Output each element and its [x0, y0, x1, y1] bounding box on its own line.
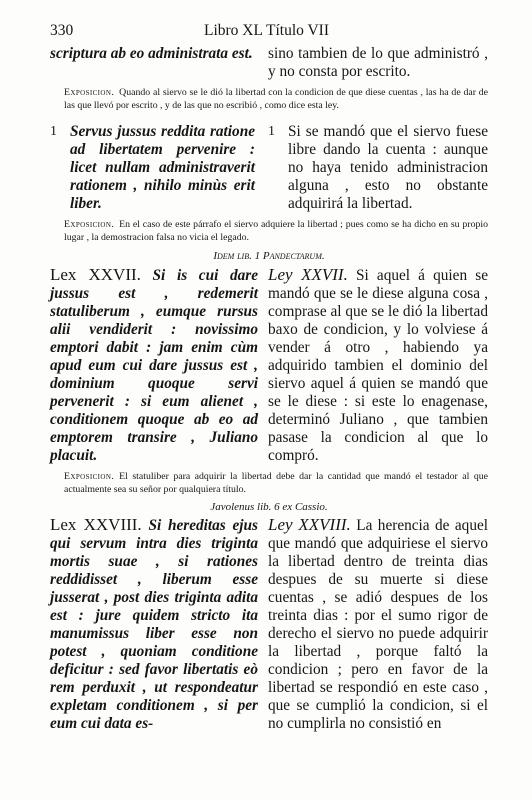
lex-27 — [50, 266, 488, 465]
spanish-lex-27 — [268, 266, 488, 465]
latin-paragraph-1 — [50, 123, 255, 213]
latin-text: Servus jussus reddita ratione ad libertatem pervenire : licet nullam administraverit rationem , nihilo minùs erit liber. — [70, 123, 255, 212]
paragraph-number: 1 — [268, 124, 275, 139]
spanish-text: Si aquel á quien se mandó que se le diese alguna cosa , comprase al que se le dió la libertad baxo de condicion, y lo volviese á vender á otro , habiendo ya adquirido tambien el dominio del siervo aquel á quien se mandó que se le diese : si este lo enagenase, determinó Juliano , que tambien pasase la condicion al que lo compró. — [268, 267, 488, 464]
top-continuation — [50, 45, 488, 81]
lex-heading: Lex XXVIII. — [50, 515, 142, 534]
exposicion-1 — [50, 87, 488, 112]
latin-lex-28 — [50, 516, 258, 733]
exposicion-text: Quando al siervo se le dió la libertad con la condicion de que diese cuentas , las ha de dar de las que llevó por escrito , y de las que no escribió , como dice esta ley. — [64, 87, 488, 111]
ley-heading: Ley XXVII. — [268, 265, 348, 284]
ley-heading: Ley XXVIII. — [268, 515, 351, 534]
lex-28 — [50, 516, 488, 733]
exposicion-label: Exposicion. — [64, 87, 115, 98]
spanish-lex-28 — [268, 516, 488, 733]
latin-text: Si is cui dare jussus est , redemerit statuliberum , eumque rursus alii vendiderit : novissimo emptori dabit : jam enim cùm apud eum cui dare jussus est , dominium quoque servi pervenerit : si eum alienet , conditionem quoque ab eo ad emptorem transire , Juliano placuit. — [50, 267, 258, 464]
spanish-text: Si se mandó que el siervo fuese libre dando la cuenta : aunque no haya tenido administracion alguna , esto no obstante adquirirá la libertad. — [288, 123, 488, 212]
spanish-text: La herencia de aquel que mandó que adquiriese el siervo la libertad dentro de treinta dias despues de su muerte si diese cuentas , se adió despues de los treinta dias : por el sumo rigor de derecho el siervo no puede adquirir la libertad , porque faltó la condicion ; pero en favor de la libertad se respondió en este caso , que se cumplió la condicion, si el no cumplirla no consistió en — [268, 517, 489, 732]
page-header — [50, 22, 488, 44]
source-citation-2: Javolenus lib. 6 ex Cassio. — [210, 501, 328, 513]
exposicion-text: El statuliber para adquirir la libertad debe dar la cantidad que mandó el testador al que actualmente sea su señor por qualquiera título. — [64, 471, 488, 495]
lex-heading: Lex XXVII. — [50, 265, 141, 284]
latin-continuation: scriptura ab eo administrata est. — [50, 45, 253, 62]
spanish-continuation: sino tambien de lo que administró , y no consta por escrito. — [268, 45, 488, 80]
latin-lex-27 — [50, 266, 258, 465]
exposicion-label: Exposicion. — [64, 219, 115, 230]
paragraph-number: 1 — [50, 124, 57, 139]
paragraph-1 — [50, 123, 488, 213]
exposicion-text: En el caso de este párrafo el siervo adquiere la libertad ; pues como se ha dicho en su propio lugar , la demostracion falsa no vicia el legado. — [64, 219, 488, 243]
latin-text: Si hereditas ejus qui servum intra dies triginta mortis suae , si rationes reddidisset , liberum esse jusserat , post dies triginta adita est : jure quidem stricto ita manumissus liber esse non potest , quoniam conditione deficitur : sed favor libertatis eò rem perduxit , ut respondeatur expletam conditionem , si per eum cui data es- — [50, 517, 259, 732]
exposicion-3 — [50, 471, 488, 496]
exposicion-label: Exposicion. — [64, 471, 115, 482]
source-citation-1: Idem lib. 1 Pandectarum. — [213, 250, 325, 262]
running-title: Libro XL Título VII — [204, 22, 329, 39]
spanish-paragraph-1 — [268, 123, 488, 213]
page-number: 330 — [50, 22, 74, 39]
exposicion-2 — [50, 219, 488, 244]
